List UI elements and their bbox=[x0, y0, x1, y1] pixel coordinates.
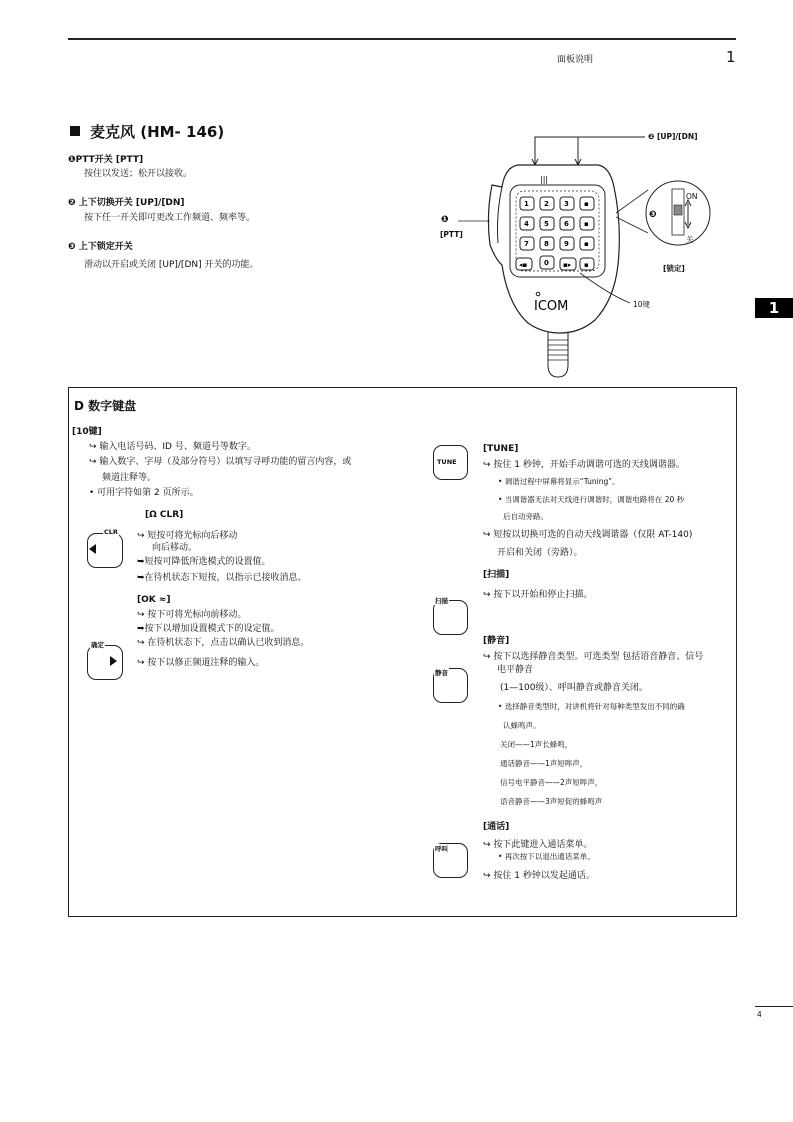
svg-text:▪: ▪ bbox=[584, 240, 589, 248]
clr-key-label: CLR bbox=[104, 528, 118, 536]
header-title: 面板说明 bbox=[557, 55, 594, 65]
header-rule bbox=[68, 38, 736, 40]
ten-key-line: 频道注释等。 bbox=[102, 473, 157, 483]
key-2: 2 bbox=[544, 200, 549, 208]
mute-line: 信号电平静音——2声短哔声， bbox=[500, 778, 603, 787]
page-number: 4 bbox=[757, 1010, 762, 1019]
ten-key-line: • 可用字符如第 2 页所示。 bbox=[89, 488, 199, 498]
call-line: • 再次按下以退出通话菜单。 bbox=[498, 852, 595, 861]
clr-line: ↪ 短按可将光标向后移动 bbox=[137, 531, 238, 541]
ok-label: [OK ≈] bbox=[137, 595, 171, 605]
ptt-item-desc: 按住以发送；松开以接收。 bbox=[84, 169, 193, 179]
call-line: ↪ 按住 1 秒钟以发起通话。 bbox=[483, 871, 595, 881]
call-key-label: 呼叫 bbox=[435, 845, 448, 853]
mute-line: • 选择静音类型时，对讲机将针对每种类型发出不同的确 bbox=[498, 702, 685, 711]
ok-line: ↪ 按下以修正频道注释的输入。 bbox=[137, 658, 265, 668]
mute-line: 电平静音 bbox=[497, 665, 534, 675]
ptt-callout-label: [PTT] bbox=[440, 230, 463, 239]
microphone-illustration bbox=[430, 125, 730, 387]
ok-line: ↪ 在待机状态下，点击以确认已收到消息。 bbox=[137, 638, 310, 648]
updn-item-desc: 按下任一开关即可更改工作频道、频率等。 bbox=[84, 213, 256, 223]
tune-line: • 调谐过程中屏幕将显示“Tuning”。 bbox=[498, 477, 620, 486]
item-number: ❸ bbox=[68, 242, 76, 252]
ok-key[interactable] bbox=[87, 645, 123, 680]
lock-item-desc: 滑动以开启或关闭 [UP]/[DN] 开关的功能。 bbox=[84, 260, 259, 270]
tune-line: 开启和关闭（旁路）。 bbox=[497, 548, 583, 558]
mute-line: 通话静音——1声短哔声， bbox=[500, 759, 588, 768]
lock-callout-label: [锁定] bbox=[663, 264, 685, 273]
svg-text:◂▪: ◂▪ bbox=[519, 261, 528, 269]
scan-line: ↪ 按下以开始和停止扫描。 bbox=[483, 590, 593, 600]
vent-marks: ||| bbox=[540, 175, 549, 184]
ok-line: ➥按下以增加设置模式下的设定值。 bbox=[137, 624, 280, 634]
left-triangle-icon bbox=[89, 544, 96, 554]
scan-label: [扫描] bbox=[483, 570, 510, 580]
ptt-callout-number: ❶ bbox=[441, 215, 449, 225]
tune-line: ↪ 按住 1 秒钟，开始手动调谐可选的天线调谐器。 bbox=[483, 460, 685, 470]
key-3: 3 bbox=[564, 200, 569, 208]
clr-label: [Ω CLR] bbox=[145, 510, 184, 520]
mute-label: [静音] bbox=[483, 636, 510, 646]
tune-line: 后自动旁路。 bbox=[503, 512, 548, 521]
key-1: 1 bbox=[524, 200, 529, 208]
header-chapter-number: 1 bbox=[726, 48, 736, 66]
lock-item-title bbox=[68, 241, 133, 253]
mute-line: 认蜂鸣声。 bbox=[503, 721, 541, 730]
lock-callout-number: ❸ bbox=[649, 210, 657, 220]
right-triangle-icon bbox=[110, 656, 117, 666]
call-line: ↪ 按下此键进入通话菜单。 bbox=[483, 840, 593, 850]
updn-item-title bbox=[68, 197, 185, 209]
mic-section-title: 麦克风 (HM- 146) bbox=[90, 123, 225, 141]
footer-rule bbox=[755, 1006, 793, 1007]
tune-line: • 当调谐器无法对天线进行调谐时，调谐电路将在 20 秒 bbox=[498, 495, 685, 504]
ok-key-label: 确定 bbox=[91, 641, 104, 649]
item-number: ❷ bbox=[68, 198, 76, 208]
clr-line: ➥短按可降低所选模式的设置值。 bbox=[137, 557, 271, 567]
ten-key-line: ↪ 输入电话号码、ID 号、频道号等数字。 bbox=[89, 442, 256, 452]
ten-key-label: [10键] bbox=[72, 427, 102, 437]
callout-number: ❷ bbox=[648, 132, 655, 141]
call-label: [通话] bbox=[483, 822, 510, 832]
item-number: ❶ bbox=[68, 155, 76, 165]
mute-line: ↪ 按下以选择静音类型。可选类型 包括语音静音、信号 bbox=[483, 652, 704, 662]
scan-key-label: 扫描 bbox=[435, 597, 448, 605]
mute-line: (1—100级）、呼叫静音或静音关闭。 bbox=[500, 683, 648, 693]
ten-key-line: ↪ 输入数字、字母（及部分符号）以填写寻呼功能的留言内容，或 bbox=[89, 457, 352, 467]
ten-key-callout-label: 10键 bbox=[633, 300, 651, 309]
chapter-tab: 1 bbox=[755, 298, 793, 318]
clr-line: ➥在待机状态下短按，以指示已接收消息。 bbox=[137, 573, 307, 583]
key-4: 4 bbox=[524, 220, 529, 228]
brand-logo: ICOM bbox=[534, 299, 569, 314]
mute-key-label: 静音 bbox=[435, 669, 448, 677]
updn-callout bbox=[648, 132, 698, 142]
tune-label: [TUNE] bbox=[483, 444, 519, 454]
svg-text:▪: ▪ bbox=[584, 261, 589, 269]
callout-label: [UP]/[DN] bbox=[656, 132, 698, 141]
ok-line: ↪ 按下可将光标向前移动。 bbox=[137, 610, 247, 620]
ptt-item-title bbox=[68, 154, 143, 166]
mute-line: 关闭——1声长蜂鸣， bbox=[500, 740, 573, 749]
key-9: 9 bbox=[564, 240, 569, 248]
svg-text:▪: ▪ bbox=[584, 220, 589, 228]
item-title: PTT开关 [PTT] bbox=[75, 155, 144, 165]
item-title: 上下锁定开关 bbox=[78, 242, 133, 252]
key-0: 0 bbox=[544, 259, 549, 267]
key-8: 8 bbox=[544, 240, 549, 248]
key-5: 5 bbox=[544, 220, 549, 228]
keypad-section-title: D 数字键盘 bbox=[74, 399, 137, 413]
svg-text:▪: ▪ bbox=[584, 200, 589, 208]
tune-key-label: TUNE bbox=[437, 458, 457, 466]
scan-key[interactable] bbox=[433, 600, 468, 635]
square-bullet-icon bbox=[70, 126, 80, 136]
clr-line: 向后移动。 bbox=[152, 543, 198, 553]
microphone-cord bbox=[548, 332, 568, 377]
on-label: ON bbox=[686, 192, 698, 201]
mute-line: 语音静音——3声短促的蜂鸣声 bbox=[500, 797, 603, 806]
key-6: 6 bbox=[564, 220, 569, 228]
svg-text:▪▸: ▪▸ bbox=[563, 261, 572, 269]
key-7: 7 bbox=[524, 240, 529, 248]
tune-line: ↪ 短按以切换可选的自动天线调谐器（仅限 AT-140) bbox=[483, 530, 693, 540]
item-title: 上下切换开关 [UP]/[DN] bbox=[78, 198, 185, 208]
off-label: 关 bbox=[686, 235, 694, 244]
